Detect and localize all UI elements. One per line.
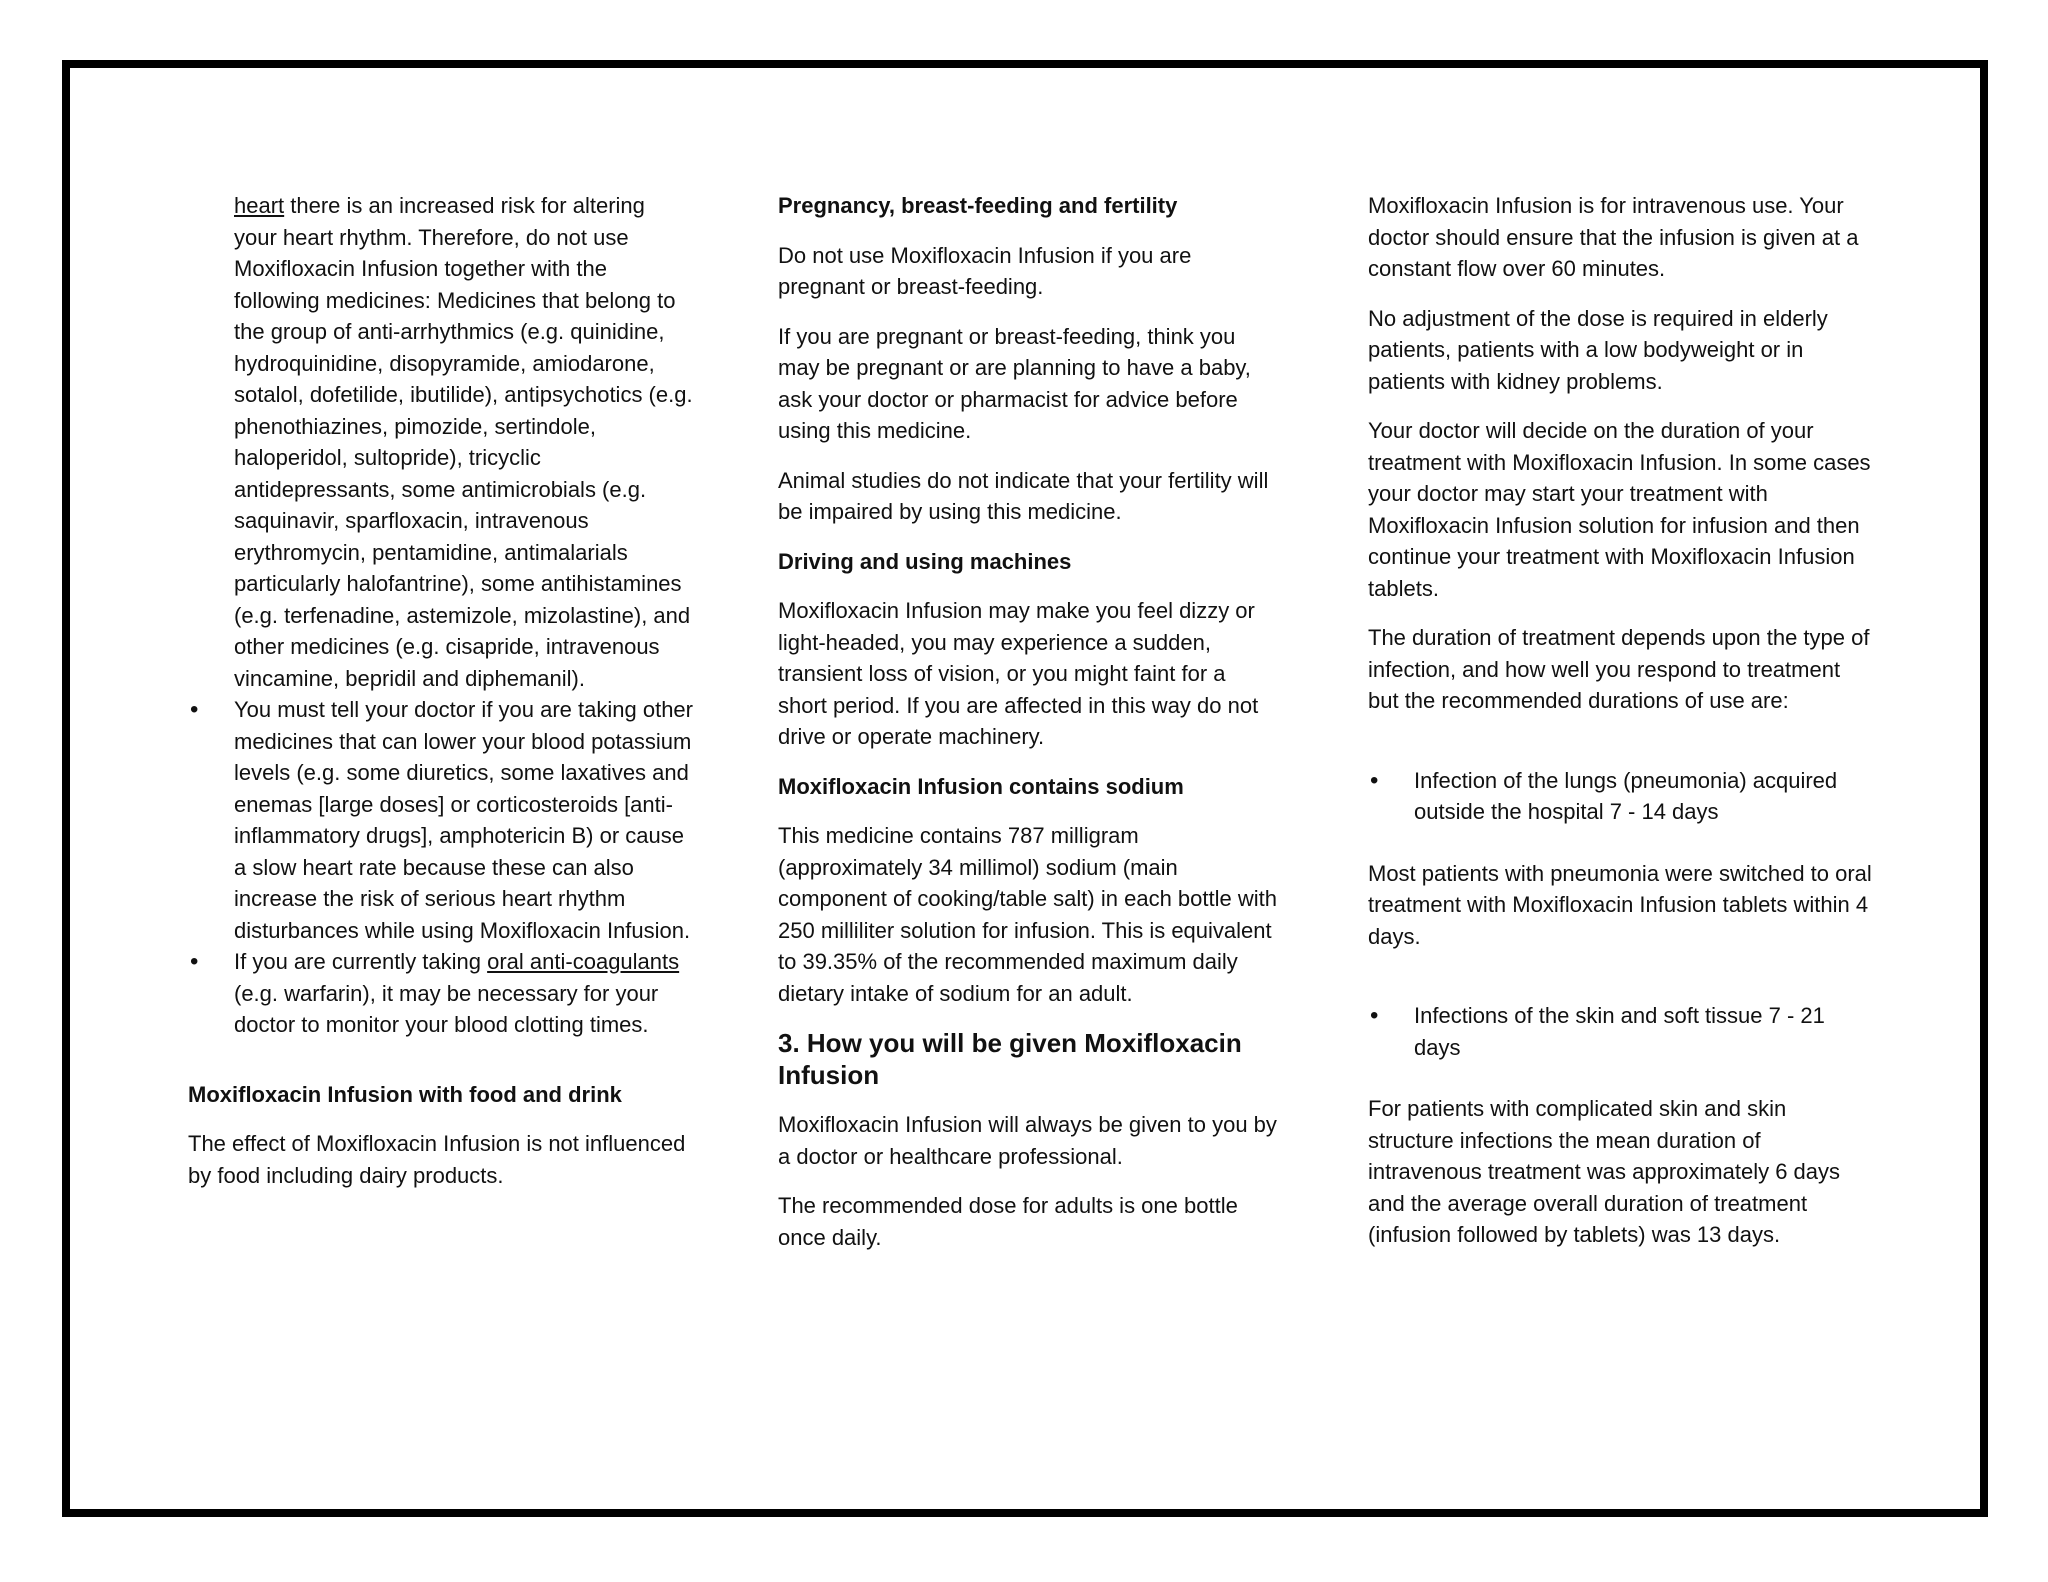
interaction-text: there is an increased risk for altering your heart rhythm. Therefore, do not use Moxifloxacin Infusion together with the following medicines: Medicines that belong to the group of anti-arrhythmics (e.g. quinidine, hydroquinidine, disopyramide, amiodarone, sotalol, dofetilide, ibutilide), antipsychotics (e.g. phenothiazines, pimozide, sertindole, haloperidol, sultopride), tricyclic antidepressants, some antimicrobials (e.g. saquinavir, sparfloxacin, intravenous erythromycin, pentamidine, antimalarials particularly halofantrine), some antihistamines (e.g. terfenadine, astemizole, mizolastine), and other medicines (e.g. cisapride, intravenous vincamine, bepridil and diphemanil).: [234, 193, 693, 691]
given-paragraph-1: Moxifloxacin Infusion will always be given to you by a doctor or healthcare professional.: [778, 1112, 1277, 1169]
duration-list-lungs: [1368, 765, 1873, 828]
food-paragraph: The effect of Moxifloxacin Infusion is not influenced by food including dairy products.: [188, 1131, 686, 1188]
sodium-paragraph: This medicine contains 787 milligram (approximately 34 millimol) sodium (main component of cooking/table salt) in each bottle with 250 milliliter solution for infusion. This is equivalent to 39.35% of the recommended maximum daily dietary intake of sodium for an adult.: [778, 823, 1277, 1006]
column-middle: [778, 190, 1278, 1271]
bullet-lungs: • Infection of the lungs (pneumonia) acquired outside the hospital 7 - 14 days: [1368, 765, 1873, 828]
spacer: [1368, 828, 1873, 858]
bullet-potassium: • You must tell your doctor if you are taking other medicines that can lower your blood potassium levels (e.g. some diuretics, some laxatives and enemas [large doses] or corticosteroids [anti-inflammatory drugs], amphotericin B) or cause a slow heart rate because these can also increase the risk of serious heart rhythm disturbances while using Moxifloxacin Infusion.: [188, 694, 693, 946]
pneumonia-paragraph: Most patients with pneumonia were switched to oral treatment with Moxifloxacin Infusion tablets within 4 days.: [1368, 860, 1872, 949]
spacer: [188, 1041, 693, 1079]
bullet-anticoagulants: [188, 946, 693, 1041]
heading-food-drink: Moxifloxacin Infusion with food and drink: [188, 1081, 622, 1107]
warning-bullet-list: [188, 694, 693, 1041]
heading-sodium: Moxifloxacin Infusion contains sodium: [778, 773, 1184, 799]
heading-section-3: 3. How you will be given Moxifloxacin Infusion: [778, 1028, 1242, 1090]
duration-paragraph: Your doctor will decide on the duration of your treatment with Moxifloxacin Infusion. In some cases your doctor may start your treatment with Moxifloxacin Infusion solution for infusion and then continue your treatment with Moxifloxacin Infusion tablets.: [1368, 418, 1871, 601]
pregnancy-paragraph-3: Animal studies do not indicate that your fertility will be impaired by using this medicine.: [778, 467, 1269, 524]
interaction-paragraph: [188, 190, 693, 694]
column-right: [1368, 190, 1873, 1269]
duration-depends-paragraph: The duration of treatment depends upon the type of infection, and how well you respond to treatment but the recommended durations of use are:: [1368, 625, 1870, 713]
dose-adjustment-paragraph: No adjustment of the dose is required in elderly patients, patients with a low bodyweight or in patients with kidney problems.: [1368, 305, 1828, 394]
pregnancy-paragraph-1: Do not use Moxifloxacin Infusion if you are pregnant or breast-feeding.: [778, 242, 1192, 299]
driving-paragraph: Moxifloxacin Infusion may make you feel dizzy or light-headed, you may experience a sudden, transient loss of vision, or you might faint for a short period. If you are affected in this way do not drive or operate machinery.: [778, 598, 1259, 749]
heart-link-text: heart: [234, 193, 285, 218]
bullet-anticoagulants-post: (e.g. warfarin), it may be necessary for your doctor to monitor your blood clotting times.: [234, 980, 659, 1037]
anticoagulants-link-text: oral anti-coagulants: [487, 949, 680, 974]
heading-pregnancy: Pregnancy, breast-feeding and fertility: [778, 193, 1178, 218]
spacer: [1368, 1063, 1873, 1093]
route-paragraph: Moxifloxacin Infusion is for intravenous use. Your doctor should ensure that the infusion is given at a constant flow over 60 minutes.: [1368, 193, 1859, 281]
column-left: [188, 190, 693, 1209]
duration-list-skin: [1368, 1000, 1873, 1063]
spacer: [1368, 970, 1873, 1000]
pregnancy-paragraph-2: If you are pregnant or breast-feeding, think you may be pregnant or are planning to have a baby, ask your doctor or pharmacist for advice before using this medicine.: [778, 323, 1251, 443]
given-paragraph-2: The recommended dose for adults is one bottle once daily.: [778, 1193, 1238, 1250]
heading-driving: Driving and using machines: [778, 548, 1072, 574]
bullet-skin: • Infections of the skin and soft tissue 7 - 21 days: [1368, 1000, 1873, 1063]
bullet-anticoagulants-pre: If you are currently taking: [234, 949, 488, 974]
spacer: [1368, 735, 1873, 765]
skin-infection-paragraph: For patients with complicated skin and skin structure infections the mean duration of intravenous treatment was approximately 6 days and the average overall duration of treatment (infusion followed by tablets) was 13 days.: [1368, 1096, 1841, 1247]
